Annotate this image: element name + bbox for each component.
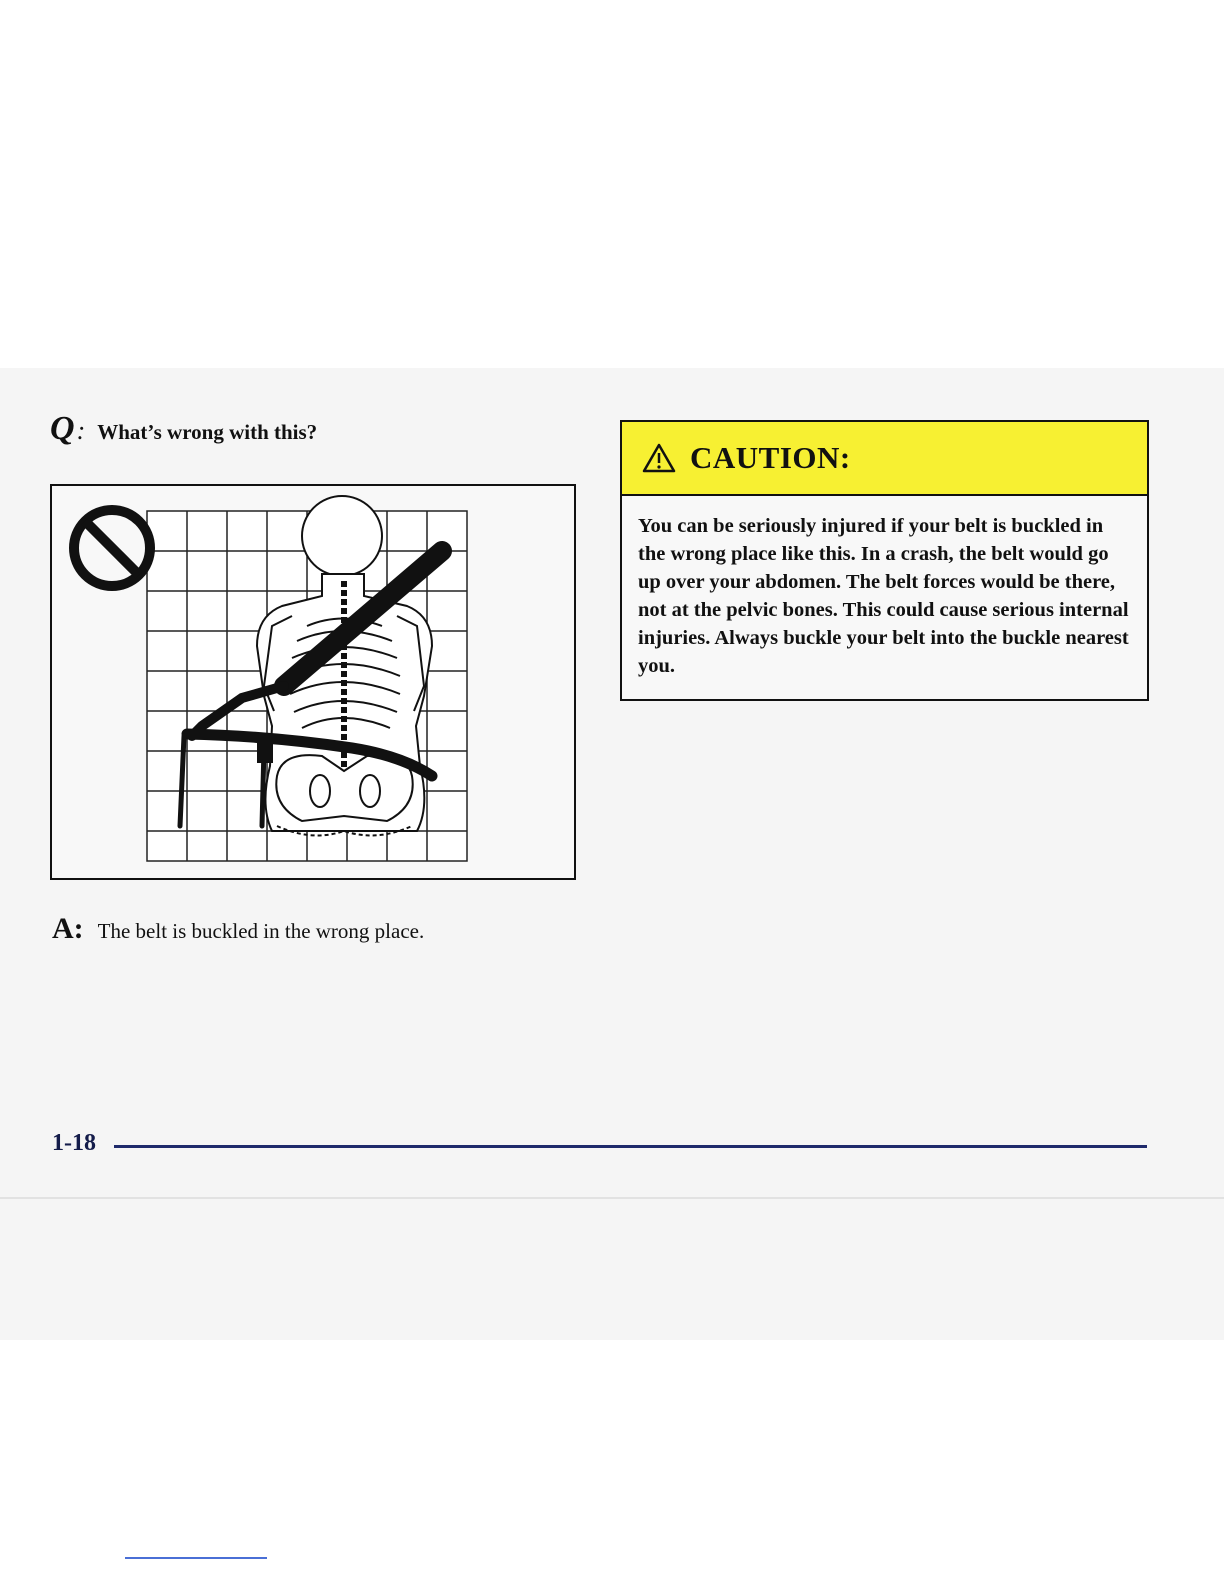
question-text: What’s wrong with this?: [97, 420, 318, 444]
question-colon: :: [76, 416, 86, 445]
skeleton-belt-drawing: [52, 486, 574, 878]
page-footer: [52, 1130, 106, 1157]
caution-box: [620, 420, 1149, 701]
question-line: [50, 410, 317, 448]
page-number: 1-18: [52, 1130, 96, 1156]
answer-label: A:: [52, 912, 84, 945]
prohibited-icon: [74, 510, 150, 586]
wrong-belt-illustration: [50, 484, 576, 880]
caution-title: CAUTION:: [690, 440, 851, 475]
answer-text: The belt is buckled in the wrong place.: [97, 919, 425, 943]
footer-rule: [114, 1145, 1147, 1148]
question-letter: Q: [50, 410, 75, 447]
bottom-underline: [125, 1557, 267, 1559]
caution-header: [622, 422, 1147, 496]
caution-text: You can be seriously injured if your belt is buckled in the wrong place like this. In a crash, the belt would go up over your abdomen. The belt forces would be there, not at the pelvic bones. This could cause serious internal injuries. Always buckle your belt into the buckle nearest you.: [638, 515, 1129, 677]
warning-triangle-icon: [642, 443, 676, 473]
answer-line: [52, 912, 424, 946]
page-edge-line: [0, 1197, 1224, 1199]
